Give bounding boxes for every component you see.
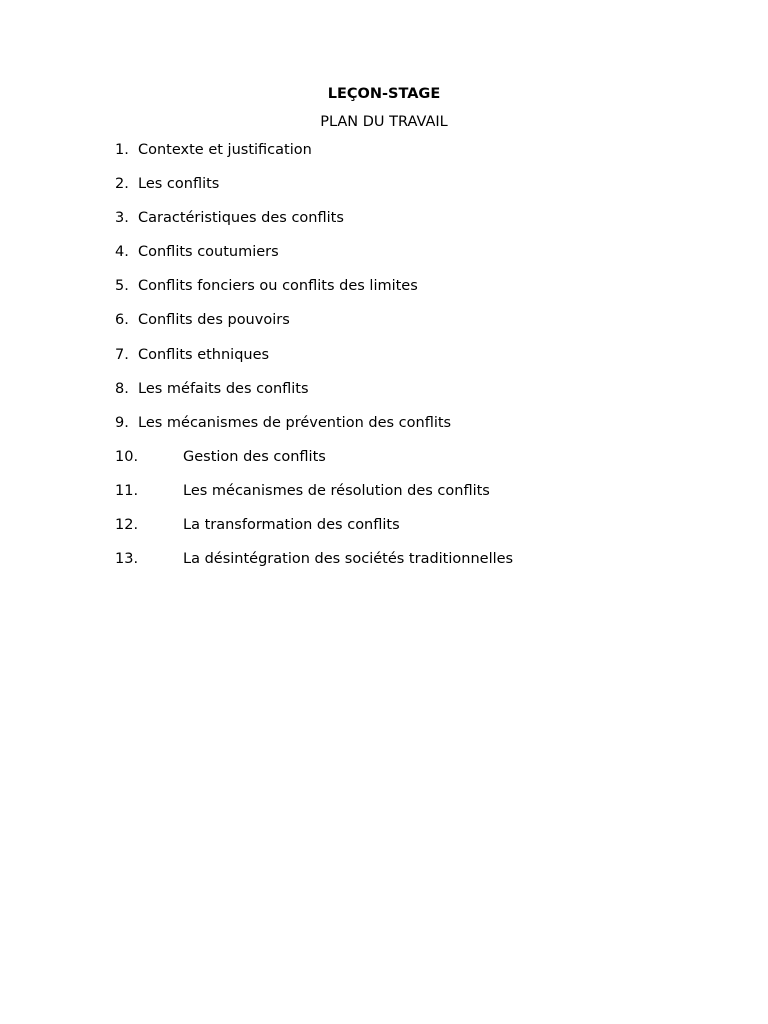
- list-item-text: Les mécanismes de résolution des conflits: [183, 482, 490, 499]
- list-item-number: 13.: [115, 551, 139, 568]
- list-item-number: 7.: [115, 346, 129, 363]
- list-item-number: 12.: [115, 517, 139, 534]
- list-item-text: Les méfaits des conflits: [138, 380, 309, 397]
- list-item-number: 4.: [115, 244, 129, 261]
- list-item-number: 8.: [115, 380, 129, 397]
- document-subtitle: PLAN DU TRAVAIL: [320, 114, 448, 130]
- list-item-number: 6.: [115, 312, 129, 329]
- list-item-text: Conflits ethniques: [138, 346, 270, 363]
- list-item-number: 9.: [115, 414, 129, 431]
- document-title: LEÇON-STAGE: [327, 86, 441, 102]
- list-item-number: 5.: [115, 278, 129, 295]
- list-item-number: 1.: [115, 142, 129, 158]
- list-item-text: La transformation des conflits: [183, 517, 400, 534]
- list-item-number: 2.: [115, 176, 129, 193]
- list-item-text: Conflits fonciers ou conflits des limites: [138, 278, 418, 295]
- list-item-number: 3.: [115, 210, 129, 227]
- list-item-number: 11.: [115, 482, 139, 499]
- list-item-text: Les conflits: [138, 176, 220, 193]
- list-item-text: Contexte et justification: [138, 142, 312, 158]
- list-item-number: 10.: [115, 448, 139, 465]
- list-item-text: Les mécanismes de prévention des conflits: [138, 414, 452, 431]
- list-item-text: La désintégration des sociétés traditionnelles: [183, 551, 514, 568]
- list-item-text: Conflits des pouvoirs: [138, 312, 290, 329]
- list-item-text: Gestion des conflits: [183, 448, 326, 465]
- list-item-text: Conflits coutumiers: [138, 244, 279, 261]
- list-item-text: Caractéristiques des conflits: [138, 210, 344, 227]
